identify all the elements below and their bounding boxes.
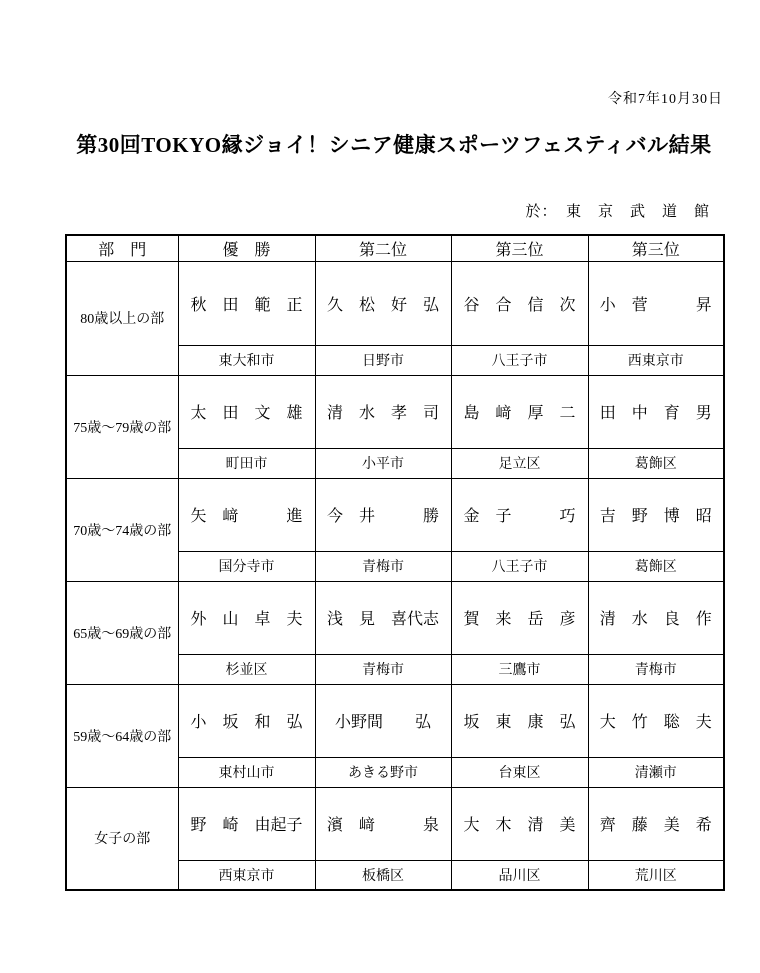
city-cell: 青梅市	[315, 551, 451, 581]
name-cell: 矢 﨑 進	[178, 478, 315, 551]
page	[65, 0, 723, 891]
city-cell: 小平市	[315, 448, 451, 478]
name-cell: 坂 東 康 弘	[451, 684, 588, 757]
city-cell: 清瀬市	[588, 757, 724, 787]
name-cell: 清 水 良 作	[588, 581, 724, 654]
name-cell: 久 松 好 弘	[315, 261, 451, 345]
name-cell: 小 菅 昇	[588, 261, 724, 345]
city-cell: あきる野市	[315, 757, 451, 787]
table-row	[66, 478, 724, 551]
city-cell: 国分寺市	[178, 551, 315, 581]
city-cell: 板橋区	[315, 860, 451, 890]
name-cell: 清 水 孝 司	[315, 375, 451, 448]
table-row	[66, 261, 724, 345]
page-title: 第30回TOKYO縁ジョイ！シニア健康スポーツフェスティバル結果	[76, 133, 712, 157]
column-header-first: 優 勝	[178, 235, 315, 261]
column-header-third-a: 第三位	[451, 235, 588, 261]
table-row	[66, 787, 724, 860]
table-row	[66, 684, 724, 757]
city-cell: 八王子市	[451, 345, 588, 375]
name-cell: 大 木 清 美	[451, 787, 588, 860]
city-cell: 東大和市	[178, 345, 315, 375]
name-cell: 齊 藤 美 希	[588, 787, 724, 860]
division-cell: 59歳～64歳の部	[66, 684, 178, 787]
name-cell: 島 﨑 厚 二	[451, 375, 588, 448]
city-cell: 荒川区	[588, 860, 724, 890]
name-cell: 秋 田 範 正	[178, 261, 315, 345]
name-cell: 大 竹 聡 夫	[588, 684, 724, 757]
city-cell: 足立区	[451, 448, 588, 478]
city-cell: 西東京市	[588, 345, 724, 375]
name-cell: 賀 来 岳 彦	[451, 581, 588, 654]
column-header-third-b: 第三位	[588, 235, 724, 261]
name-cell: 吉 野 博 昭	[588, 478, 724, 551]
city-cell: 青梅市	[588, 654, 724, 684]
division-cell: 女子の部	[66, 787, 178, 890]
name-cell: 野 崎 由起子	[178, 787, 315, 860]
city-cell: 日野市	[315, 345, 451, 375]
city-cell: 東村山市	[178, 757, 315, 787]
city-cell: 葛飾区	[588, 551, 724, 581]
name-cell: 谷 合 信 次	[451, 261, 588, 345]
city-cell: 三鷹市	[451, 654, 588, 684]
name-cell: 外 山 卓 夫	[178, 581, 315, 654]
venue-line: 於： 東 京 武 道 館	[525, 204, 710, 220]
document-date: 令和7年10月30日	[608, 92, 723, 107]
name-cell: 小 坂 和 弘	[178, 684, 315, 757]
header-row	[66, 235, 724, 261]
city-cell: 町田市	[178, 448, 315, 478]
city-cell: 八王子市	[451, 551, 588, 581]
table-row	[66, 375, 724, 448]
table-row	[66, 581, 724, 654]
name-cell: 浅 見 喜代志	[315, 581, 451, 654]
city-cell: 青梅市	[315, 654, 451, 684]
column-header-division: 部 門	[66, 235, 178, 261]
division-cell: 80歳以上の部	[66, 261, 178, 375]
name-cell: 太 田 文 雄	[178, 375, 315, 448]
division-cell: 70歳～74歳の部	[66, 478, 178, 581]
city-cell: 台東区	[451, 757, 588, 787]
name-cell: 小野間 弘	[315, 684, 451, 757]
city-cell: 葛飾区	[588, 448, 724, 478]
column-header-second: 第二位	[315, 235, 451, 261]
division-cell: 65歳～69歳の部	[66, 581, 178, 684]
name-cell: 金 子 巧	[451, 478, 588, 551]
city-cell: 杉並区	[178, 654, 315, 684]
division-cell: 75歳～79歳の部	[66, 375, 178, 478]
city-cell: 品川区	[451, 860, 588, 890]
name-cell: 今 井 勝	[315, 478, 451, 551]
name-cell: 濱 﨑 泉	[315, 787, 451, 860]
results-table	[65, 234, 725, 891]
city-cell: 西東京市	[178, 860, 315, 890]
name-cell: 田 中 育 男	[588, 375, 724, 448]
